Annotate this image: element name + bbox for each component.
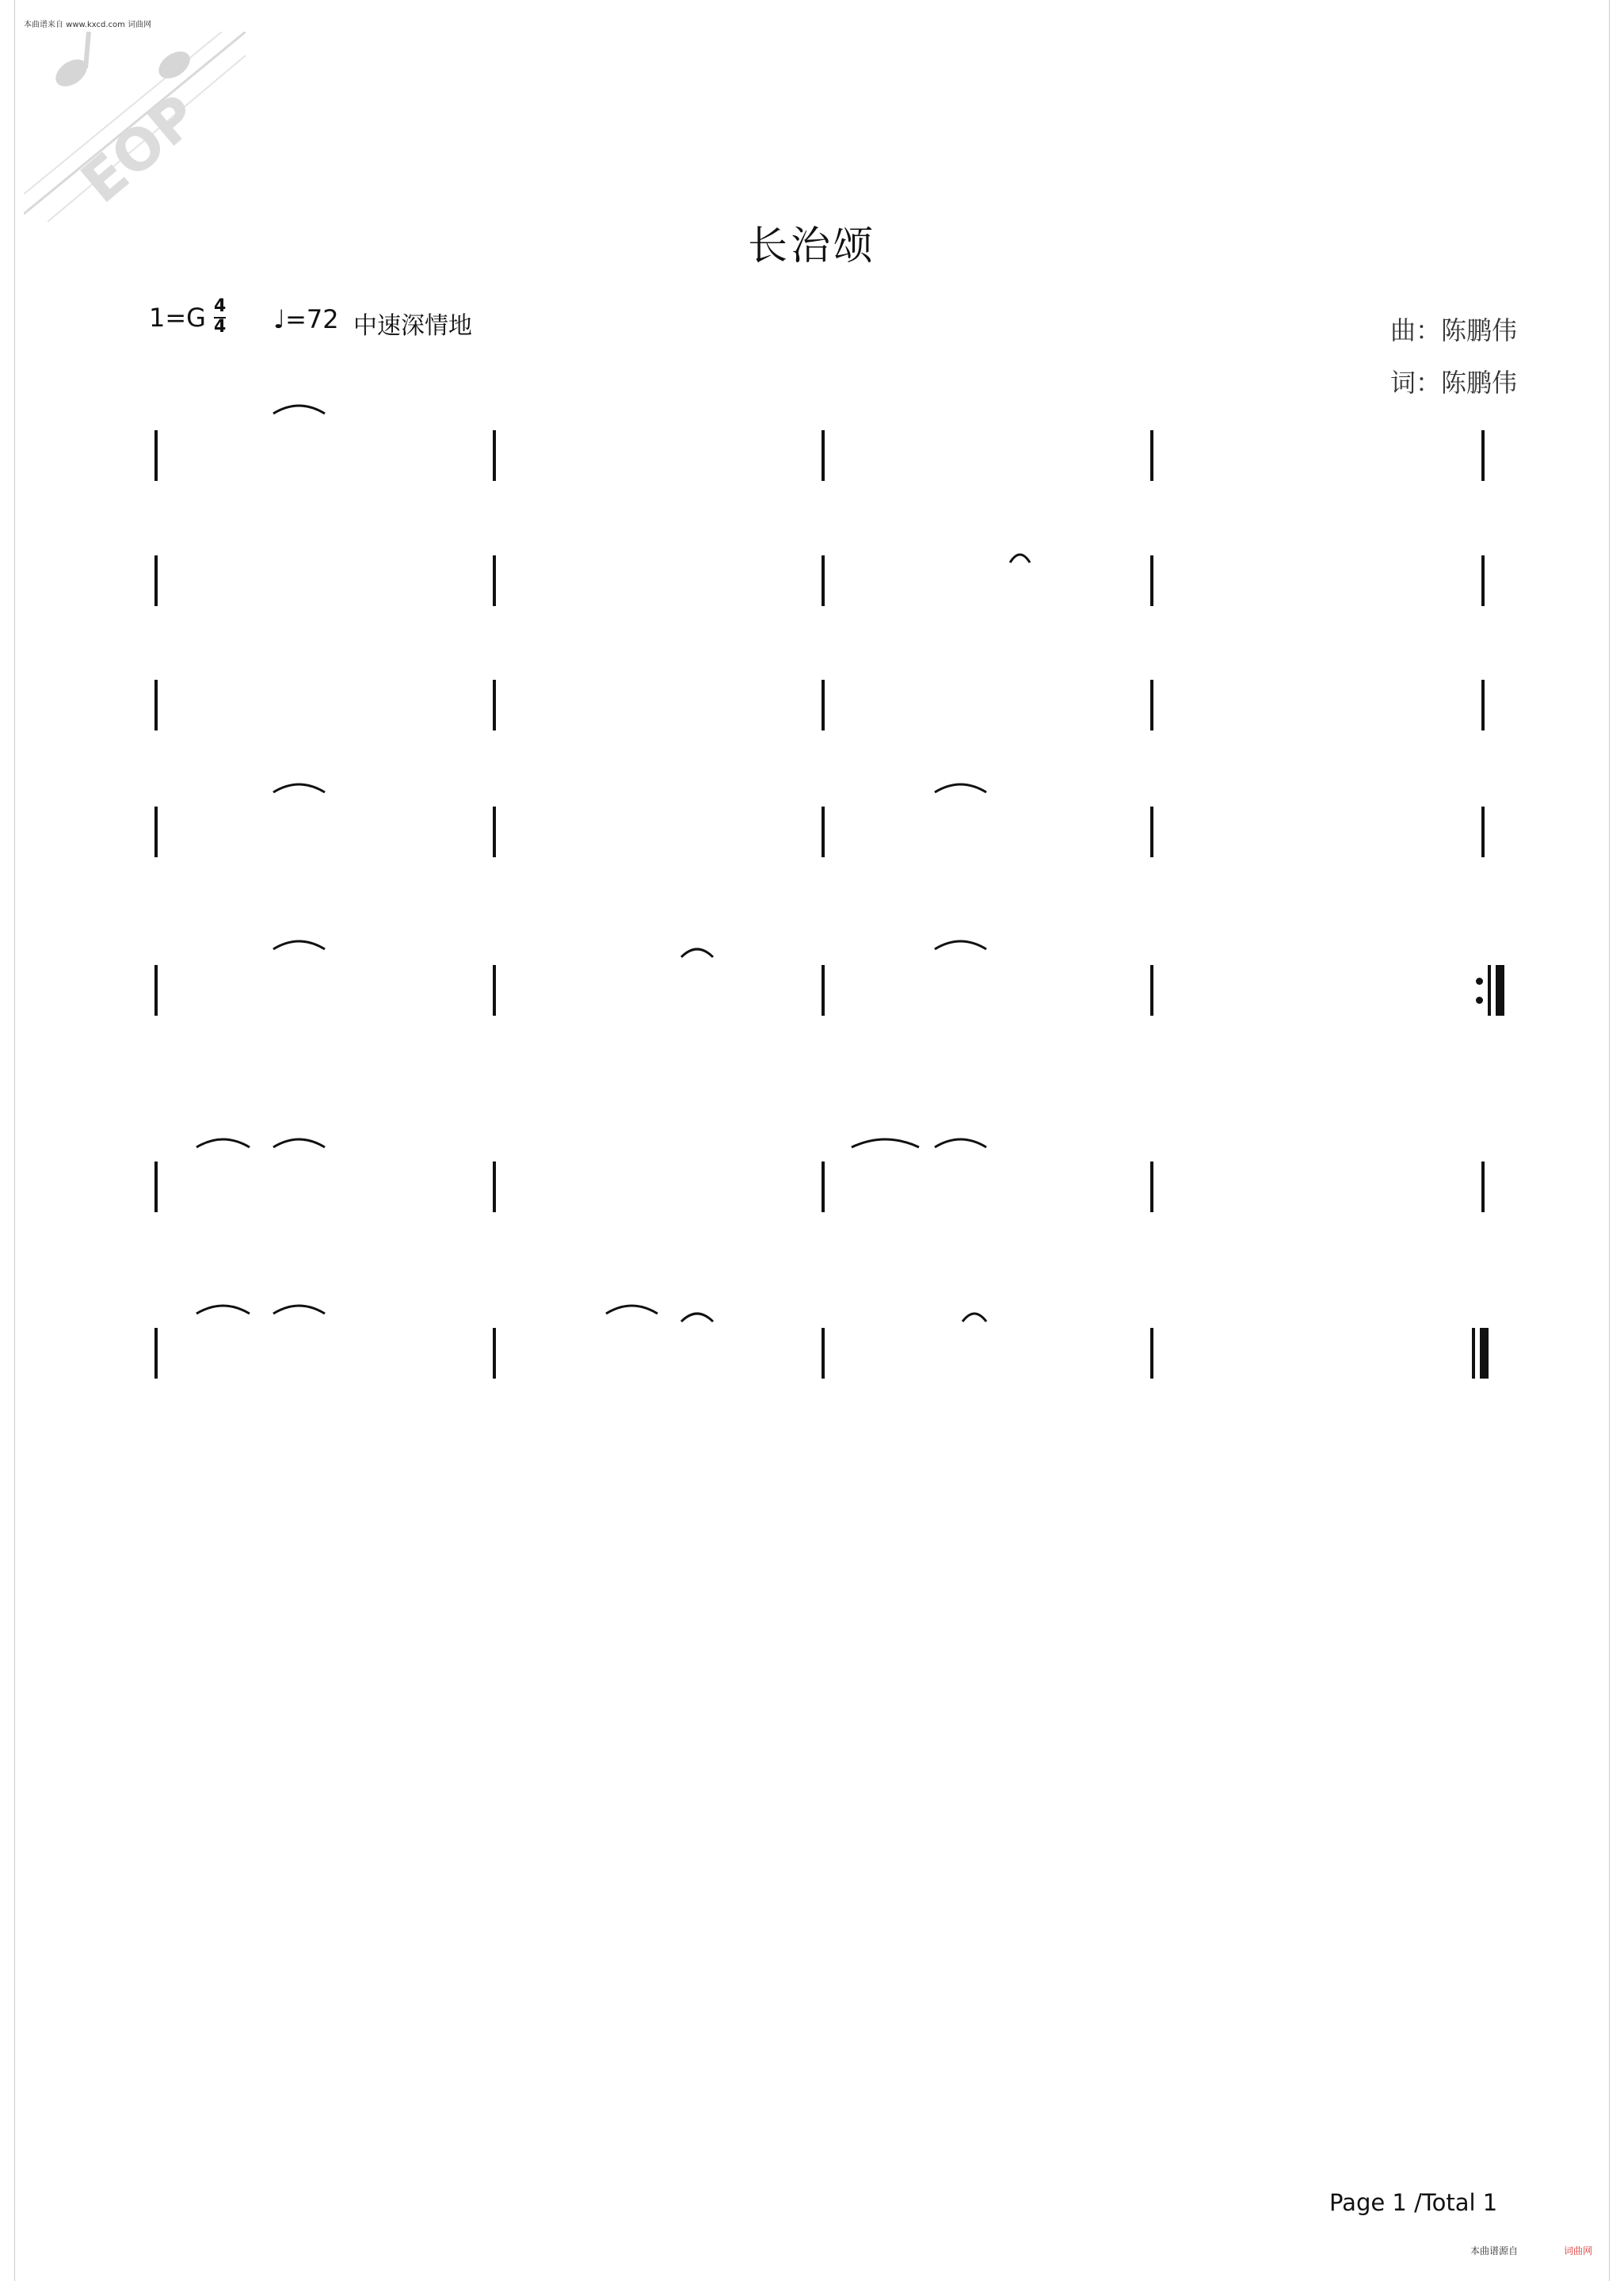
logo-text: EOP <box>68 81 211 216</box>
slur-mark <box>273 1306 325 1314</box>
slur-mark <box>196 1139 250 1147</box>
top-source-note: 本曲谱来自 www.kxcd.com 词曲网 <box>24 21 152 29</box>
quarter-note-icon: ♩ <box>273 304 286 334</box>
expression-marking: 中速深情地 <box>353 312 472 340</box>
composer-credit: 曲：陈鹏伟 <box>1390 315 1517 345</box>
time-signature-top: 4 <box>214 296 227 316</box>
slur-mark <box>935 1139 986 1147</box>
song-title: 长治颂 <box>748 223 876 269</box>
slur-mark <box>196 1306 250 1314</box>
slur-mark <box>273 406 325 414</box>
slur-mark <box>935 941 986 949</box>
slur-mark <box>606 1306 658 1314</box>
slur-mark <box>273 941 325 949</box>
slur-mark <box>1010 555 1030 563</box>
slur-mark <box>273 1139 325 1147</box>
bottom-site-note: 词曲网 <box>1564 2245 1593 2256</box>
key-signature: 1=G <box>149 303 206 333</box>
time-signature-bottom: 4 <box>214 317 227 337</box>
slur-mark <box>852 1139 919 1147</box>
slur-mark <box>681 949 713 957</box>
lyricist-credit: 词：陈鹏伟 <box>1390 368 1517 398</box>
slur-mark <box>681 1314 713 1322</box>
tempo-value: =72 <box>285 304 339 334</box>
slur-mark <box>273 784 325 792</box>
page-footer: Page 1 /Total 1 <box>1329 2189 1498 2216</box>
slur-mark <box>935 784 986 792</box>
bottom-source-note: 本曲谱源自 <box>1470 2245 1519 2256</box>
slur-mark <box>963 1314 986 1322</box>
